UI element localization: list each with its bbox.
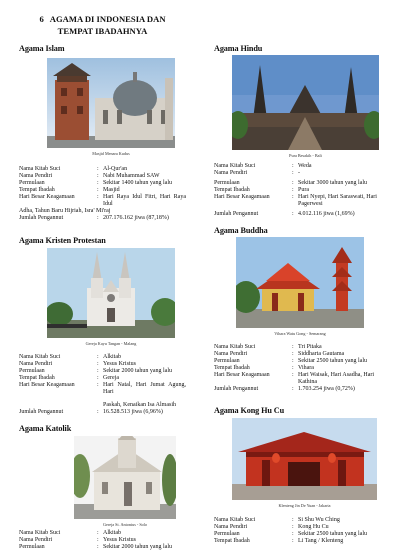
info-value: Masjid xyxy=(103,187,120,193)
info-label: Nama Pendiri xyxy=(19,361,53,367)
caption-konghucu: Klenteng Jin De Yuan - Jakarta xyxy=(278,503,331,508)
info-value: Sekitar 1400 tahun yang lalu xyxy=(103,180,172,186)
info-label: Nama Pendiri xyxy=(214,351,248,357)
heading-hindu: Agama Hindu xyxy=(214,44,263,53)
info-row: Hari Besar Keagamaan : Hari Nyepi, Hari Saraswati, Hari Pagerwesi xyxy=(214,194,383,208)
heading-islam: Agama Islam xyxy=(19,44,65,53)
info-row: Nama Pendiri : Siddharta Gautama xyxy=(214,351,383,358)
info-kristen xyxy=(19,354,186,416)
info-value: Hari Natal, Hari Jumat Agung, Hari xyxy=(103,382,186,395)
info-row: Jumlah Pengannut : 1.703.254 jiwa (0,72%) xyxy=(214,386,383,393)
info-label: Nama Pendiri xyxy=(19,537,53,543)
info-value: Li Tang / Klenteng xyxy=(298,538,344,544)
info-value: Tri Pitaka xyxy=(298,344,322,350)
info-row: Permulaan : Sekitar 1400 tahun yang lalu xyxy=(19,180,186,187)
info-value: 16.528.513 jiwa (6,96%) xyxy=(103,409,163,415)
info-label: Nama Kitab Suci xyxy=(214,163,256,169)
caption-kristen: Gereja Kayu Tangan - Malang xyxy=(85,341,137,346)
info-label: Jumlah Pengannut xyxy=(214,386,259,392)
photo-masjid-menara-kudus xyxy=(47,58,175,148)
info-value: - xyxy=(298,170,300,176)
info-value: Yesus Kristus xyxy=(103,537,136,543)
info-value: Siddharta Gautama xyxy=(298,351,345,357)
info-value: Weda xyxy=(298,163,312,169)
info-label: Permulaan xyxy=(19,368,45,374)
info-value: Nabi Muhammad SAW xyxy=(103,173,160,179)
info-row: Permulaan : Sekitar 2500 tahun yang lalu xyxy=(214,531,383,538)
info-value: Vihara xyxy=(298,365,314,371)
info-row: Nama Pendiri : Yesus Kristus xyxy=(19,361,186,368)
photo-klenteng-jin-de-yuan xyxy=(232,418,377,500)
caption-buddha: Vihara Watu Gong - Semarang xyxy=(274,331,326,336)
info-row: Jumlah Pengannut : 16.528.513 jiwa (6,96%) xyxy=(19,409,186,416)
info-label: Permulaan xyxy=(214,531,240,537)
info-value: Sekitar 3000 tahun yang lalu xyxy=(298,180,367,186)
info-label: Nama Kitab Suci xyxy=(19,354,61,360)
title-line-1: AGAMA DI INDONESIA DAN xyxy=(49,14,166,24)
info-label: Nama Kitab Suci xyxy=(214,517,256,523)
info-value: Hari Raya Idul Fitri, Hari Raya Idul xyxy=(103,194,186,207)
info-value: Hari Waisak, Hari Asadha, Hari Kathina xyxy=(298,372,375,385)
info-value: Sekitar 2500 tahun yang lalu xyxy=(298,531,367,537)
info-value: Alkitab xyxy=(103,530,121,536)
info-label: Jumlah Pengannut xyxy=(19,409,64,415)
heading-buddha: Agama Buddha xyxy=(214,226,268,235)
info-row: Nama Kitab Suci : Si Shu Wu Ching xyxy=(214,517,383,524)
photo-vihara-watu-gong xyxy=(236,237,364,328)
info-value: Yesus Kristus xyxy=(103,361,136,367)
info-label: Permulaan xyxy=(214,180,240,186)
info-row: Hari Besar Keagamaan : Hari Natal, Hari Jumat Agung, Hari xyxy=(19,382,186,395)
info-label: Hari Besar Keagamaan xyxy=(214,194,270,200)
info-value: Sekitar 2500 tahun yang lalu xyxy=(298,358,367,364)
info-row: Tempat Ibadah : Vihara xyxy=(214,365,383,372)
info-value: Sekitar 2000 tahun yang lalu xyxy=(103,544,172,550)
info-label: Tempat Ibadah xyxy=(19,375,55,381)
info-value: Hari Nyepi, Hari Saraswati, Hari Pagerwesi xyxy=(298,194,377,207)
info-row: Tempat Ibadah : Gereja xyxy=(19,375,186,382)
caption-islam: Masjid Menara Kudus xyxy=(92,151,130,156)
info-label: Nama Kitab Suci xyxy=(214,344,256,350)
info-value: 1.703.254 jiwa (0,72%) xyxy=(298,386,355,392)
info-label: Nama Pendiri xyxy=(214,170,248,176)
info-value: Kong Hu Cu xyxy=(298,524,329,530)
info-value: Alkitab xyxy=(103,354,121,360)
title-line-2: TEMPAT IBADAHNYA xyxy=(57,25,148,36)
info-label: Jumlah Pengannut xyxy=(19,215,64,221)
info-label: Nama Kitab Suci xyxy=(19,530,61,536)
info-row: Jumlah Pengannut : 207.176.162 jiwa (87,18%) xyxy=(19,215,186,222)
info-islam xyxy=(19,166,186,222)
info-row: Nama Kitab Suci : Weda xyxy=(214,163,383,170)
chapter-number: 6 xyxy=(39,14,44,24)
info-konghucu xyxy=(214,517,383,545)
photo-gereja-st-antonius xyxy=(74,436,176,519)
info-row: Tempat Ibadah : Li Tang / Klenteng xyxy=(214,538,383,545)
info-row: Nama Pendiri : Nabi Muhammad SAW xyxy=(19,173,186,180)
info-value: Si Shu Wu Ching xyxy=(298,517,340,523)
info-label: Nama Kitab Suci xyxy=(19,166,61,172)
info-row: Permulaan : Sekitar 2500 tahun yang lalu xyxy=(214,358,383,365)
info-katolik xyxy=(19,530,186,551)
info-value: 207.176.162 jiwa (87,18%) xyxy=(103,215,169,221)
info-row: Nama Kitab Suci : Alkitab xyxy=(19,354,186,361)
info-label: Hari Besar Keagamaan xyxy=(214,372,270,378)
info-row: Permulaan : Sekitar 2000 tahun yang lalu xyxy=(19,544,186,551)
info-label: Hari Besar Keagamaan xyxy=(19,194,75,200)
info-row: Jumlah Pengannut : 4.012.116 jiwa (1,69%) xyxy=(214,211,383,218)
info-buddha xyxy=(214,344,383,393)
info-value: Pura xyxy=(298,187,309,193)
info-row: Nama Kitab Suci : Tri Pitaka xyxy=(214,344,383,351)
info-row: Hari Besar Keagamaan : Hari Raya Idul Fitri, Hari Raya Idul xyxy=(19,194,186,207)
info-label: Tempat Ibadah xyxy=(19,187,55,193)
info-hindu xyxy=(214,163,383,218)
info-label: Nama Pendiri xyxy=(19,173,53,179)
info-value: Al-Qur'an xyxy=(103,166,128,172)
info-row: Nama Pendiri : Kong Hu Cu xyxy=(214,524,383,531)
info-row: Permulaan : Sekitar 3000 tahun yang lalu xyxy=(214,180,383,187)
info-label: Tempat Ibadah xyxy=(214,538,250,544)
info-label: Hari Besar Keagamaan xyxy=(19,382,75,388)
info-continuation: Paskah, Kenaikan Isa Almasih xyxy=(103,402,176,408)
info-label: Permulaan xyxy=(19,544,45,550)
info-row: Tempat Ibadah : Pura xyxy=(214,187,383,194)
info-label: Permulaan xyxy=(214,358,240,364)
caption-katolik: Gereja St. Antonius - Solo xyxy=(102,522,148,527)
photo-pura-besakih xyxy=(232,55,379,150)
info-row: Nama Kitab Suci : Alkitab xyxy=(19,530,186,537)
photo-gereja-kayu-tangan xyxy=(47,248,175,338)
heading-katolik: Agama Katolik xyxy=(19,424,72,433)
info-label: Nama Pendiri xyxy=(214,524,248,530)
caption-hindu: Pura Besakih - Bali xyxy=(289,153,322,158)
page-title xyxy=(0,14,205,37)
info-label: Jumlah Pengannut xyxy=(214,211,259,217)
info-row: Nama Pendiri : Yesus Kristus xyxy=(19,537,186,544)
info-value: Sekitar 2000 tahun yang lalu xyxy=(103,368,172,374)
info-continuation: Adha, Tahun Baru Hijriah, Isra' Mi'raj xyxy=(19,208,111,214)
info-row: Hari Besar Keagamaan : Hari Waisak, Hari Asadha, Hari Kathina xyxy=(214,372,383,386)
info-label: Permulaan xyxy=(19,180,45,186)
info-row: Permulaan : Sekitar 2000 tahun yang lalu xyxy=(19,368,186,375)
info-value: 4.012.116 jiwa (1,69%) xyxy=(298,211,355,217)
info-label: Tempat Ibadah xyxy=(214,187,250,193)
info-row: Nama Pendiri : - xyxy=(214,170,383,177)
heading-kristen: Agama Kristen Protestan xyxy=(19,236,106,245)
info-row: Tempat Ibadah : Masjid xyxy=(19,187,186,194)
info-row: Nama Kitab Suci : Al-Qur'an xyxy=(19,166,186,173)
heading-konghucu: Agama Kong Hu Cu xyxy=(214,406,285,415)
info-value: Gereja xyxy=(103,375,119,381)
info-label: Tempat Ibadah xyxy=(214,365,250,371)
